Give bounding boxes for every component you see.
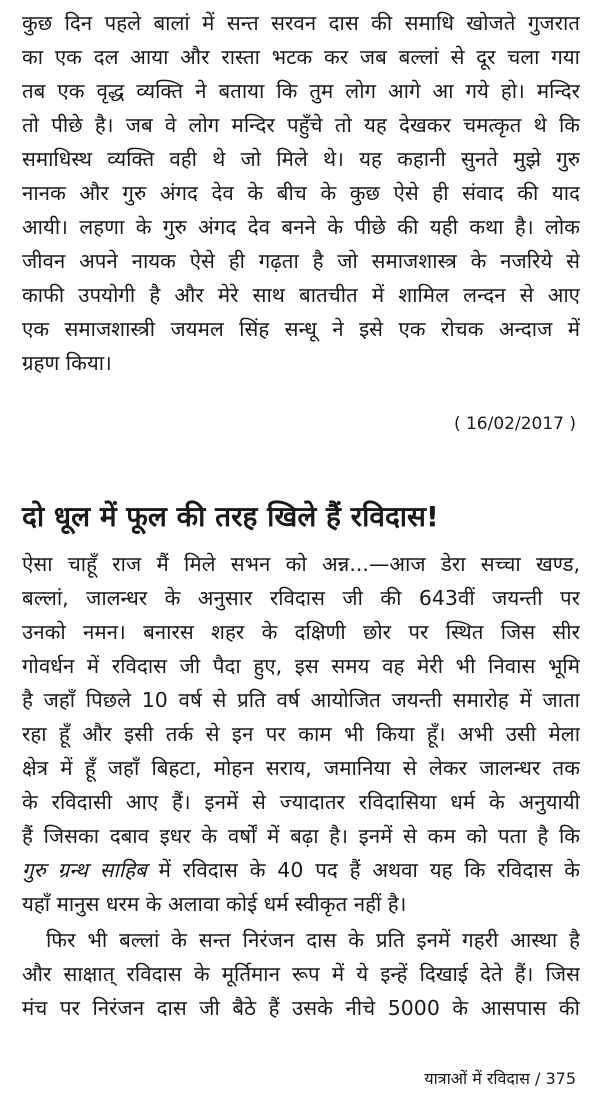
s1-line-8: जीवन अपने नायक ऐसे ही गढ़ता है जो समाजशास्त्र के नजरिये से [22,249,580,273]
s1-line-3: तब एक वृद्ध व्यक्ति ने बताया कि तुम लोग आगे आ गये हो। मन्दिर [22,79,580,103]
s2-line-8: के रविदासी आए हैं। इनमें से ज्यादातर रविदासिया धर्म के अनुयायी [22,790,580,814]
s2-line-11: यहाँ मानुस धरम के अलावा कोई धर्म स्वीकृत नहीं है। [22,892,407,916]
s1-line-6: नानक और गुरु अंगद देव के बीच के कुछ ऐसे ही संवाद की याद [22,181,580,205]
s1-line-2: का एक दल आया और रास्ता भटक कर जब बल्लां से दूर चला गया [22,45,580,69]
s1-line-9: काफी उपयोगी है और मेरे साथ बातचीत में शामिल लन्दन से आए [22,283,580,307]
book-title-italic: गुरु ग्रन्थ साहिब [22,858,147,882]
running-footer: यात्राओं में रविदास / 375 [424,1069,576,1088]
book-page [22,0,580,1102]
s2-line-6: रहा हूँ और इसी तर्क से इन पर काम भी किया हूँ। अभी उसी मेला [22,722,580,746]
entry-date: ( 16/02/2017 ) [453,414,576,434]
s2-p2-line-1: फिर भी बल्लां के सन्त निरंजन दास के प्रति इनमें गहरी आस्था है [46,928,580,952]
s2-line-10-rest: में रविदास के 40 पद हैं अथवा यह कि रविदास के [146,858,580,882]
s2-line-1: ऐसा चाहूँ राज मैं मिले सभन को अन्न...—आज डेरा सच्चा खण्ड, [22,552,580,576]
s2-line-3: उनको नमन। बनारस शहर के दक्षिणी छोर पर स्थित जिस सीर [22,620,580,644]
s1-line-1: कुछ दिन पहले बालां में सन्त सरवन दास की समाधि खोजते गुजरात [22,11,580,35]
s1-line-7: आयी। लहणा के गुरु अंगद देव बनने के पीछे की यही कथा है। लोक [22,215,580,239]
s2-line-2: बल्लां, जालन्धर के अनुसार रविदास जी की 643वीं जयन्ती पर [22,586,580,610]
s2-line-7: क्षेत्र में हूँ जहाँ बिहटा, मोहन सराय, जमानिया से लेकर जालन्धर तक [22,756,580,780]
s1-line-11: ग्रहण किया। [22,351,112,375]
s2-line-10 [22,853,580,887]
s2-line-9: हैं जिसका दबाव इधर के वर्षों में बढ़ा है। इनमें से कम को पता है कि [22,824,580,848]
s1-line-4: तो पीछे है। जब वे लोग मन्दिर पहुँचे तो यह देखकर चमत्कृत थे कि [22,113,580,137]
section-heading: दो धूल में फूल की तरह खिले हैं रविदास! [22,500,439,533]
s2-line-5: है जहाँ पिछले 10 वर्ष से प्रति वर्ष आयोजित जयन्ती समारोह में जाता [22,688,580,712]
s2-p2-line-2: और साक्षात् रविदास के मूर्तिमान रूप में ये इन्हें दिखाई देते हैं। जिस [22,962,580,986]
s1-line-10: एक समाजशास्त्री जयमल सिंह सन्धू ने इसे एक रोचक अन्दाज में [22,317,580,341]
s1-line-5: समाधिस्थ व्यक्ति वही थे जो मिले थे। यह कहानी सुनते मुझे गुरु [22,147,580,171]
s2-p2-line-3: मंच पर निरंजन दास जी बैठे हैं उसके नीचे 5000 के आसपास की [22,996,580,1020]
s2-line-4: गोवर्धन में रविदास जी पैदा हुए, इस समय वह मेरी भी निवास भूमि [22,654,580,678]
